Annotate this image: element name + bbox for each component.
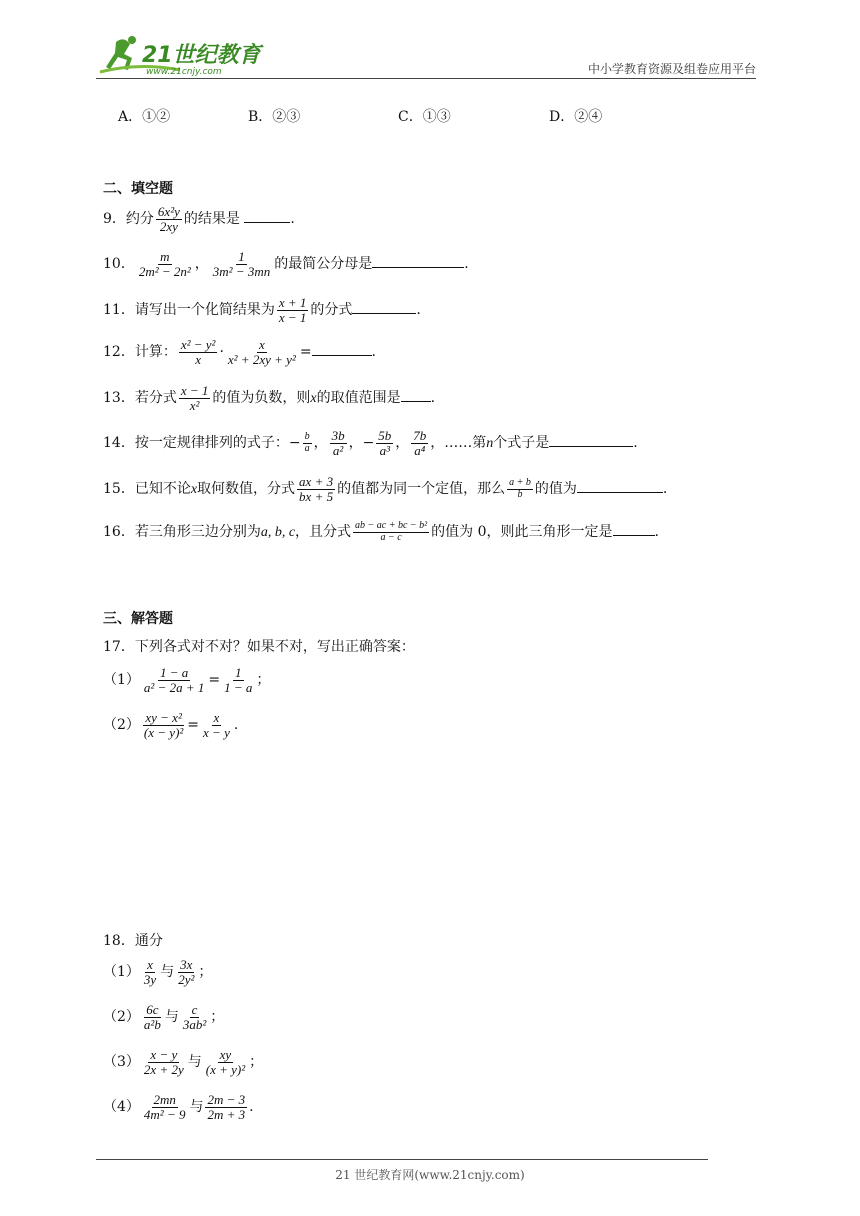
question-17-part-1: （1） $\frac{1 - a}{\text{a² − 2a + 1}}$ = $\frac{1}{1 - a}$ ； [103,665,271,695]
answer-blank [549,446,633,447]
question-13: 13．若分式 $\frac{x - 1}{\text{x²}}$ 的值为负数，则x的取值范围是 . [103,383,436,413]
question-9: 9．约分 $\frac{\text{6x²y}}{2xy}$ 的结果是 . [103,204,295,234]
svg-text:21世纪教育: 21世纪教育 [142,43,261,68]
question-18-part-3: （3） $\frac{x - y}{2x + 2y}$ 与 $\frac{xy}{\text{(x + y)²}}$ ； [103,1047,264,1077]
question-18-part-2: （2） $\frac{6c}{\text{a²b}}$ 与 $\frac{c}{\text{3ab²}}$ ； [103,1002,225,1032]
question-17-stem: 17．下列各式对不对？如果不对，写出正确答案： [103,639,415,655]
question-16: 16．若三角形三边分别为a, b, c，且分式 $\frac{\text{ab − ac + bc − b²}}{a - c}$ 的值为 0，则此三角形一定是 . [103,520,659,543]
footer-divider [96,1159,708,1160]
svg-text:www.21cnjy.com: www.21cnjy.com [146,67,222,77]
choice-d: D．②④ [549,109,603,125]
answer-blank [401,401,431,402]
answer-blank [613,535,655,536]
question-18-part-1: （1） $\frac{x}{3y}$ 与 $\frac{3x}{\text{2y²}}$ ； [103,957,213,987]
question-10: 10． $\frac{m}{\text{2m² − 2n²}}$ ， $\frac{1}{\text{3m² − 3mn}}$ 的最简公分母是 . [103,249,469,279]
answer-blank [577,492,663,493]
question-12: 12．计算： $\frac{\text{x² − y²}}{x}$ · $\frac{x}{\text{x² + 2xy + y²}}$ = . [103,337,376,367]
choice-c: C．①③ [398,109,451,125]
answer-blank [372,267,464,268]
answer-blank [352,313,416,314]
answer-blank [244,222,290,223]
question-17-part-2: （2） $\frac{\text{xy − x²}}{\text{(x − y)²}}$ = $\frac{x}{x - y}$ . [103,710,239,740]
choice-a: A．①② [118,109,171,125]
platform-name: 中小学教育资源及组卷应用平台 [587,62,756,76]
question-14: 14．按一定规律排列的式子：− $\frac{b}{a}$ ， $\frac{3b}{\text{a²}}$ ，− $\frac{5b}{\text{a³}}$ ， $\frac{7b}{\text{a⁴}}$ ，……第n个式子是 . [103,428,638,458]
answer-blank [312,355,372,356]
footer-text: 21 世纪教育网(www.21cnjy.com) [335,1168,525,1182]
choice-b: B．②③ [248,109,301,125]
question-15: 15．已知不论x取何数值，分式 $\frac{ax + 3}{bx + 5}$ 的值都为同一个定值，那么 $\frac{a + b}{b}$ 的值为 . [103,474,668,504]
question-18-stem: 18．通分 [103,933,163,949]
question-11: 11．请写出一个化简结果为 $\frac{x + 1}{x - 1}$ 的分式 . [103,295,421,325]
section-title-solutions: 三、解答题 [103,611,173,627]
site-logo [96,34,266,78]
header-divider [96,78,756,79]
question-18-part-4: （4） $\frac{2mn}{\text{4m² − 9}}$ 与 $\frac{2m - 3}{2m + 3}$ . [103,1092,254,1122]
section-title-fill-in: 二、填空题 [103,181,173,197]
